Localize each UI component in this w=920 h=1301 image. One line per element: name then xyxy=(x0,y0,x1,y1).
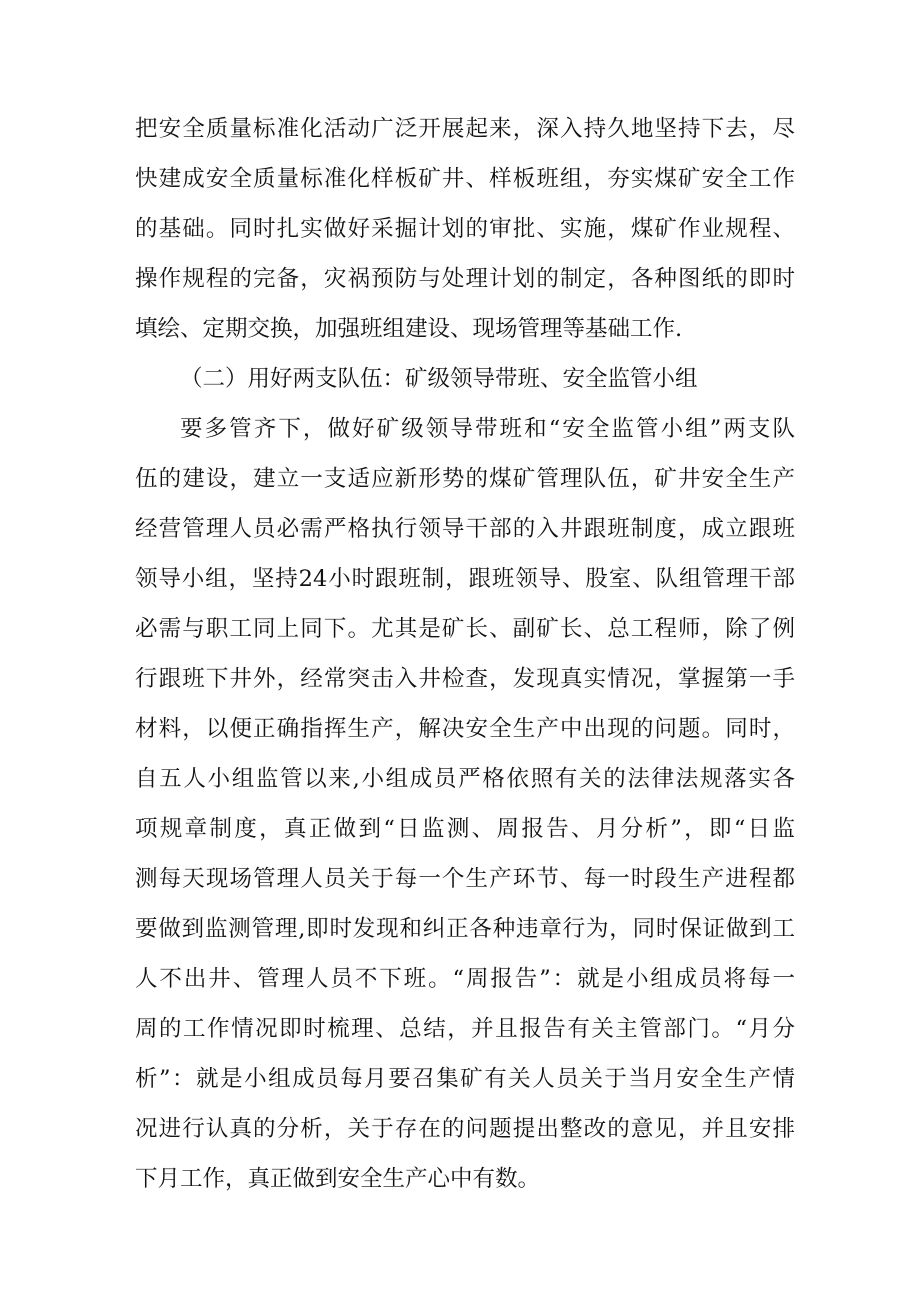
text-line: 领导小组，坚持24小时跟班制，跟班领导、股室、队组管理干部 xyxy=(135,566,795,592)
text-line: 况进行认真的分析，关于存在的问题提出整改的意见，并且安排 xyxy=(135,1116,795,1142)
text-line: 操作规程的完备，灾祸预防与处理计划的制定，各种图纸的即时 xyxy=(135,266,795,292)
text-line: 经营管理人员必需严格执行领导干部的入井跟班制度，成立跟班 xyxy=(135,516,795,542)
text-line: 伍的建设，建立一支适应新形势的煤矿管理队伍，矿井安全生产 xyxy=(135,466,795,492)
text-line: 自五人小组监管以来,小组成员严格依照有关的法律法规落实各 xyxy=(135,766,795,792)
text-line: 把安全质量标准化活动广泛开展起来，深入持久地坚持下去，尽 xyxy=(135,116,795,142)
text-line: 必需与职工同上同下。尤其是矿长、副矿长、总工程师，除了例 xyxy=(135,616,795,642)
text-line: 项规章制度，真正做到“日监测、周报告、月分析”，即“日监 xyxy=(135,816,795,842)
section-heading: （二）用好两支队伍：矿级领导带班、安全监管小组 xyxy=(180,366,698,392)
text-line: 要做到监测管理,即时发现和纠正各种违章行为，同时保证做到工 xyxy=(135,916,795,942)
text-line: 人不出井、管理人员不下班。“周报告”：就是小组成员将每一 xyxy=(135,966,795,992)
text-line: 测每天现场管理人员关于每一个生产环节、每一时段生产进程都 xyxy=(135,866,795,892)
text-line: 快建成安全质量标准化样板矿井、样板班组，夯实煤矿安全工作 xyxy=(135,166,795,192)
text-line: 析”：就是小组成员每月要召集矿有关人员关于当月安全生产情 xyxy=(135,1066,795,1092)
text-line: 材料，以便正确指挥生产，解决安全生产中出现的问题。同时， xyxy=(135,716,795,742)
text-line: 行跟班下井外，经常突击入井检查，发现真实情况，掌握第一手 xyxy=(135,666,795,692)
text-line: 填绘、定期交换，加强班组建设、现场管理等基础工作. xyxy=(135,316,683,342)
text-line: 周的工作情况即时梳理、总结，并且报告有关主管部门。“月分 xyxy=(135,1016,795,1042)
text-line: 要多管齐下，做好矿级领导带班和“安全监管小组”两支队 xyxy=(180,416,795,442)
text-line: 的基础。同时扎实做好采掘计划的审批、实施，煤矿作业规程、 xyxy=(135,216,795,242)
text-line: 下月工作，真正做到安全生产心中有数。 xyxy=(135,1166,541,1192)
